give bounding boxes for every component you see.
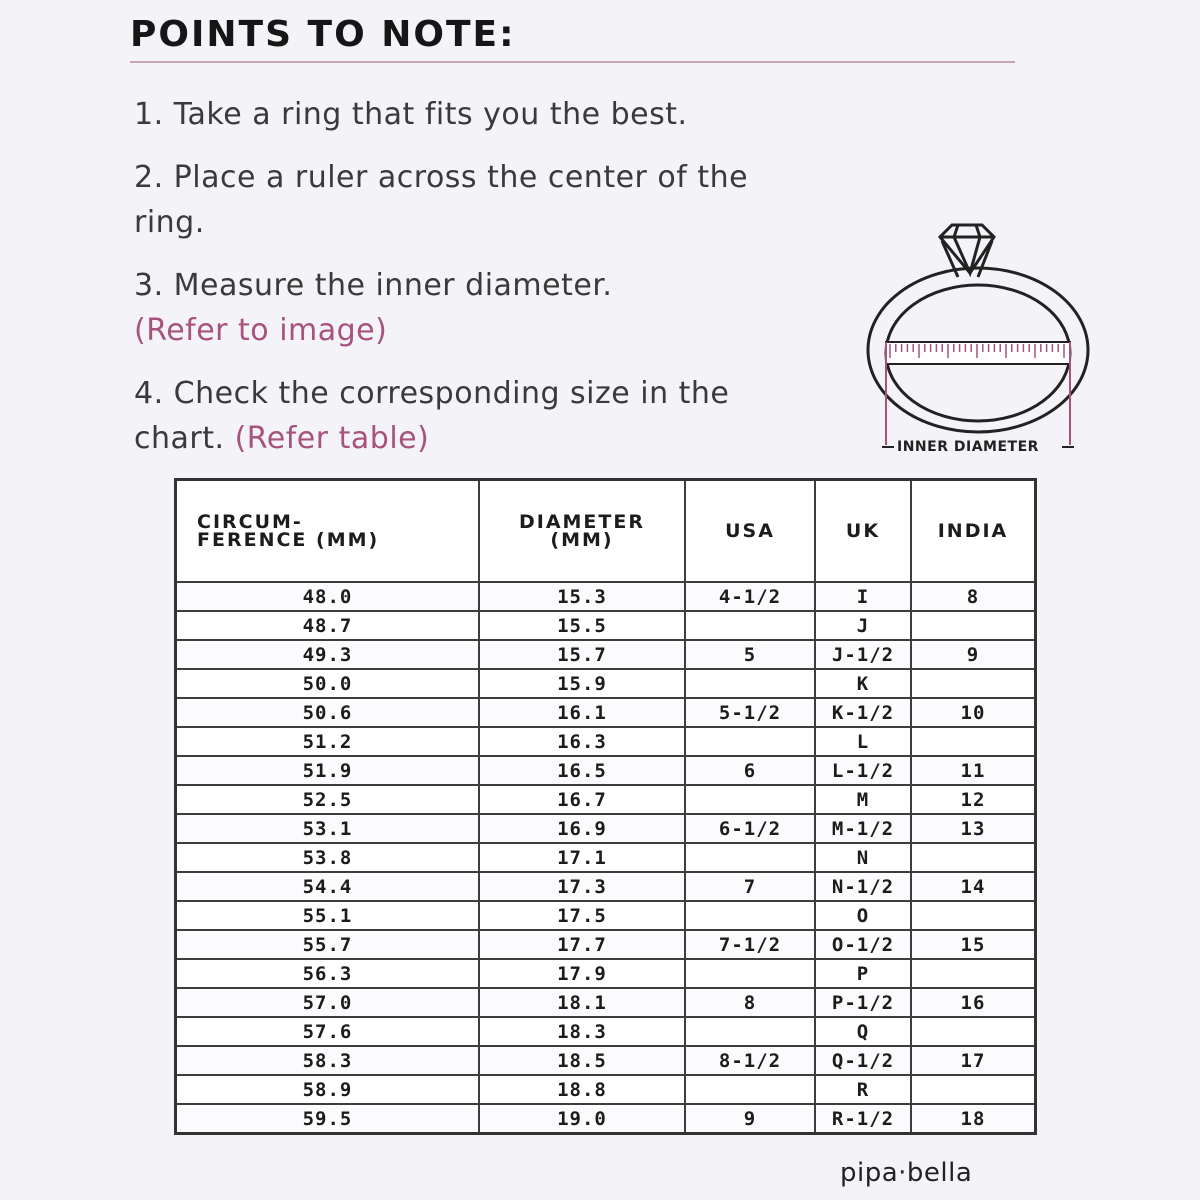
usa-cell: 6-1/2	[685, 814, 815, 843]
india-cell	[911, 901, 1036, 930]
diameter-cell: 16.5	[479, 756, 685, 785]
table-row	[176, 930, 1036, 959]
circumference-cell: 55.1	[176, 901, 480, 930]
table-row	[176, 901, 1036, 930]
circumference-cell: 58.9	[176, 1075, 480, 1104]
table-row	[176, 988, 1036, 1017]
circumference-cell: 48.7	[176, 611, 480, 640]
table-row	[176, 872, 1036, 901]
uk-cell: I	[815, 582, 911, 611]
diameter-cell: 18.8	[479, 1075, 685, 1104]
header-diameter-line1: DIAMETER	[518, 511, 645, 533]
diameter-cell: 18.1	[479, 988, 685, 1017]
diameter-cell: 18.5	[479, 1046, 685, 1075]
usa-cell: 5-1/2	[685, 698, 815, 727]
step-2	[134, 155, 784, 245]
uk-cell: O	[815, 901, 911, 930]
usa-cell: 9	[685, 1104, 815, 1134]
uk-cell: O-1/2	[815, 930, 911, 959]
usa-cell	[685, 669, 815, 698]
circumference-cell: 57.0	[176, 988, 480, 1017]
usa-cell: 4-1/2	[685, 582, 815, 611]
diameter-cell: 15.7	[479, 640, 685, 669]
refer-table-link: (Refer table)	[234, 421, 430, 456]
diameter-cell: 17.5	[479, 901, 685, 930]
india-cell: 16	[911, 988, 1036, 1017]
circumference-cell: 55.7	[176, 930, 480, 959]
uk-cell: J-1/2	[815, 640, 911, 669]
uk-cell: M	[815, 785, 911, 814]
table-row	[176, 814, 1036, 843]
india-cell: 11	[911, 756, 1036, 785]
table-row	[176, 843, 1036, 872]
circumference-cell: 54.4	[176, 872, 480, 901]
diameter-cell: 17.9	[479, 959, 685, 988]
india-cell	[911, 1075, 1036, 1104]
india-cell: 14	[911, 872, 1036, 901]
uk-cell: K	[815, 669, 911, 698]
table-row	[176, 1017, 1036, 1046]
table-row	[176, 785, 1036, 814]
table-row	[176, 611, 1036, 640]
instruction-list	[134, 92, 834, 479]
diameter-cell: 17.3	[479, 872, 685, 901]
circumference-cell: 50.0	[176, 669, 480, 698]
india-cell: 18	[911, 1104, 1036, 1134]
circumference-cell: 48.0	[176, 582, 480, 611]
diameter-cell: 16.3	[479, 727, 685, 756]
diameter-cell: 19.0	[479, 1104, 685, 1134]
uk-cell: L	[815, 727, 911, 756]
title-divider	[130, 61, 1015, 63]
diameter-cell: 18.3	[479, 1017, 685, 1046]
india-cell	[911, 727, 1036, 756]
table-row	[176, 1104, 1036, 1134]
circumference-cell: 53.8	[176, 843, 480, 872]
uk-cell: J	[815, 611, 911, 640]
uk-cell: P-1/2	[815, 988, 911, 1017]
india-cell	[911, 959, 1036, 988]
step-3-text: 3. Measure the inner diameter.	[134, 268, 613, 303]
uk-cell: Q-1/2	[815, 1046, 911, 1075]
diameter-cell: 15.5	[479, 611, 685, 640]
diameter-cell: 17.7	[479, 930, 685, 959]
table-body	[176, 582, 1036, 1134]
uk-cell: K-1/2	[815, 698, 911, 727]
ring-size-table	[174, 478, 1037, 1135]
usa-cell: 6	[685, 756, 815, 785]
table-row	[176, 756, 1036, 785]
circumference-cell: 49.3	[176, 640, 480, 669]
header-india: INDIA	[911, 480, 1036, 583]
uk-cell: N	[815, 843, 911, 872]
table-row	[176, 727, 1036, 756]
usa-cell	[685, 1017, 815, 1046]
usa-cell: 7	[685, 872, 815, 901]
india-cell	[911, 669, 1036, 698]
step-2-text: 2. Place a ruler across the center of the ring.	[134, 160, 749, 240]
usa-cell: 8	[685, 988, 815, 1017]
table-row	[176, 1046, 1036, 1075]
india-cell: 17	[911, 1046, 1036, 1075]
usa-cell	[685, 901, 815, 930]
brand-logo: pipa·bella	[840, 1158, 973, 1188]
uk-cell: L-1/2	[815, 756, 911, 785]
circumference-cell: 50.6	[176, 698, 480, 727]
step-4	[134, 371, 774, 461]
uk-cell: Q	[815, 1017, 911, 1046]
usa-cell	[685, 959, 815, 988]
usa-cell	[685, 611, 815, 640]
india-cell	[911, 843, 1036, 872]
circumference-cell: 52.5	[176, 785, 480, 814]
inner-diameter-label: INNER DIAMETER	[897, 439, 1039, 455]
india-cell: 10	[911, 698, 1036, 727]
header-circumference-line2: FERENCE (MM)	[197, 529, 380, 551]
diameter-cell: 16.9	[479, 814, 685, 843]
india-cell: 8	[911, 582, 1036, 611]
step-4-text: 4. Check the corresponding size in the chart.	[134, 376, 730, 456]
uk-cell: N-1/2	[815, 872, 911, 901]
india-cell	[911, 611, 1036, 640]
step-3	[134, 263, 834, 353]
circumference-cell: 59.5	[176, 1104, 480, 1134]
uk-cell: P	[815, 959, 911, 988]
circumference-cell: 57.6	[176, 1017, 480, 1046]
page-title: POINTS TO NOTE:	[130, 14, 516, 55]
circumference-cell: 51.2	[176, 727, 480, 756]
diameter-cell: 16.1	[479, 698, 685, 727]
diameter-cell: 17.1	[479, 843, 685, 872]
usa-cell	[685, 727, 815, 756]
usa-cell: 8-1/2	[685, 1046, 815, 1075]
diameter-cell: 16.7	[479, 785, 685, 814]
uk-cell: M-1/2	[815, 814, 911, 843]
table-header-row	[176, 480, 1036, 583]
table-row	[176, 698, 1036, 727]
table-row	[176, 582, 1036, 611]
india-cell	[911, 1017, 1036, 1046]
table-row	[176, 959, 1036, 988]
header-circumference-line1: CIRCUM-	[197, 511, 303, 533]
table-row	[176, 1075, 1036, 1104]
usa-cell	[685, 1075, 815, 1104]
refer-image-link: (Refer to image)	[134, 313, 388, 348]
ring-diagram-icon	[858, 205, 1098, 465]
india-cell: 13	[911, 814, 1036, 843]
circumference-cell: 53.1	[176, 814, 480, 843]
table-row	[176, 669, 1036, 698]
header-diameter-line2: (MM)	[550, 529, 614, 551]
usa-cell: 5	[685, 640, 815, 669]
uk-cell: R	[815, 1075, 911, 1104]
india-cell: 12	[911, 785, 1036, 814]
header-diameter	[479, 480, 685, 583]
step-1	[134, 92, 834, 137]
diameter-cell: 15.9	[479, 669, 685, 698]
header-circumference	[176, 480, 480, 583]
circumference-cell: 56.3	[176, 959, 480, 988]
usa-cell	[685, 785, 815, 814]
header-uk: UK	[815, 480, 911, 583]
uk-cell: R-1/2	[815, 1104, 911, 1134]
header-usa: USA	[685, 480, 815, 583]
diameter-cell: 15.3	[479, 582, 685, 611]
usa-cell: 7-1/2	[685, 930, 815, 959]
india-cell: 9	[911, 640, 1036, 669]
table-row	[176, 640, 1036, 669]
step-1-text: 1. Take a ring that fits you the best.	[134, 97, 688, 132]
circumference-cell: 51.9	[176, 756, 480, 785]
india-cell: 15	[911, 930, 1036, 959]
circumference-cell: 58.3	[176, 1046, 480, 1075]
usa-cell	[685, 843, 815, 872]
